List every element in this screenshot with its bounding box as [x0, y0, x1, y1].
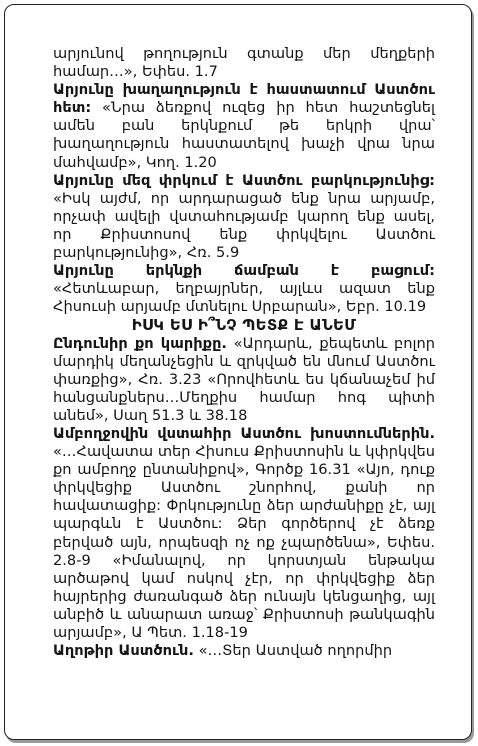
- paragraph-5: [53, 335, 435, 425]
- section-title: ԻՍԿ ԵՍ Ի՞ՆՉ ՊԵՏՔ Է ԱՆԵՄ: [131, 316, 357, 335]
- paragraph-7-heading: Աղոթիր Աստծուն.: [53, 642, 194, 660]
- paragraph-5-heading: Ընդունիր քո կարիքը.: [53, 334, 227, 352]
- paragraph-2-text: «Նրա ձեռքով ուզեց իր հետ հաշտեցնել ամեն բան երկնքում թե երկրի վրա՝ խաղաղություն հաստատելով խաչի վրա նրա մահվամբ», Կող. 1.20: [53, 99, 435, 171]
- paragraph-7: [53, 642, 435, 660]
- paragraph-1: [53, 45, 435, 81]
- document-body: [53, 45, 435, 660]
- paragraph-1-text: արյունով թողություն գտանք մեր մեղքերի համար…», Եփես. 1.7: [53, 45, 435, 81]
- paragraph-4-text: «Հետևաբար, եղբայրներ, այլևս ազատ ենք Հիսուսի արյամբ մտնելու Սրբարան», Եբր. 10.19: [53, 280, 435, 316]
- paragraph-3-text: «Իսկ այժմ, որ արդարացած ենք նրա արյամբ, որչափ ավելի վստահությամբ կարող ենք ասել, որ Քրիստոսով ենք փրկվելու Աստծու բարկությունից», Հռ. 5.9: [53, 189, 435, 262]
- page-card: [4, 4, 472, 740]
- paragraph-5-text: «Արդարև, քեպետև բոլոր մարդիկ մեղանչեցին և զրկված են մնում Աստծու փառքից», Հռ. 3.23 «Որովհետև ես կճանաչեմ իմ հանցանքներս…Մեղքիս համար հոգ պիտի անեմ», Սաղ 51.3 և 38.18: [53, 334, 435, 424]
- paragraph-3-heading: Արյունը մեզ փրկում է Աստծու բարկությունից:: [53, 171, 435, 189]
- paragraph-4: [53, 262, 435, 316]
- paragraph-4-heading: Արյունը երկնքի ճամբան է բացում:: [53, 262, 435, 280]
- paragraph-2-heading: Արյունը խաղաղություն է հաստատում Աստծու հետ:: [53, 81, 435, 117]
- paragraph-6: [53, 425, 435, 642]
- paragraph-6-text: «…Հավատա տեր Հիսուս Քրիստոսին և կփրկվես քո ամբողջ ընտանիքով», Գործք 16.31 «Այո, դուք փրկվեցիք Աստծու շնորհով, քանի որ հավատացիք: Փրկությունը ձեր արժանիքը չէ, այլ պարգևն է Աստծու: Ձեր գործերով չէ ձեռք բերված այն, որպեսզի ոչ ոք չպարծենա», Եփես. 2.8-9 «Իմանալով, որ կորստյան ենթակա արծաթով կամ ոսկով չէր, որ փրկվեցիք ձեր հայրերից ժառանգած ձեր ունայն կենցաղից, այլ անբիծ և անարատ առաջ՝ Քրիստոսի թանկագին արյամբ», Ա Պետ. 1.18-19: [53, 443, 435, 641]
- paragraph-2: [53, 81, 435, 171]
- paragraph-3: [53, 172, 435, 262]
- paragraph-6-heading: Ամբողջովին վստահիր Աստծու խոստումներին.: [53, 424, 435, 442]
- paragraph-7-text: «…Տեր Աստված ողորմիր: [193, 642, 393, 660]
